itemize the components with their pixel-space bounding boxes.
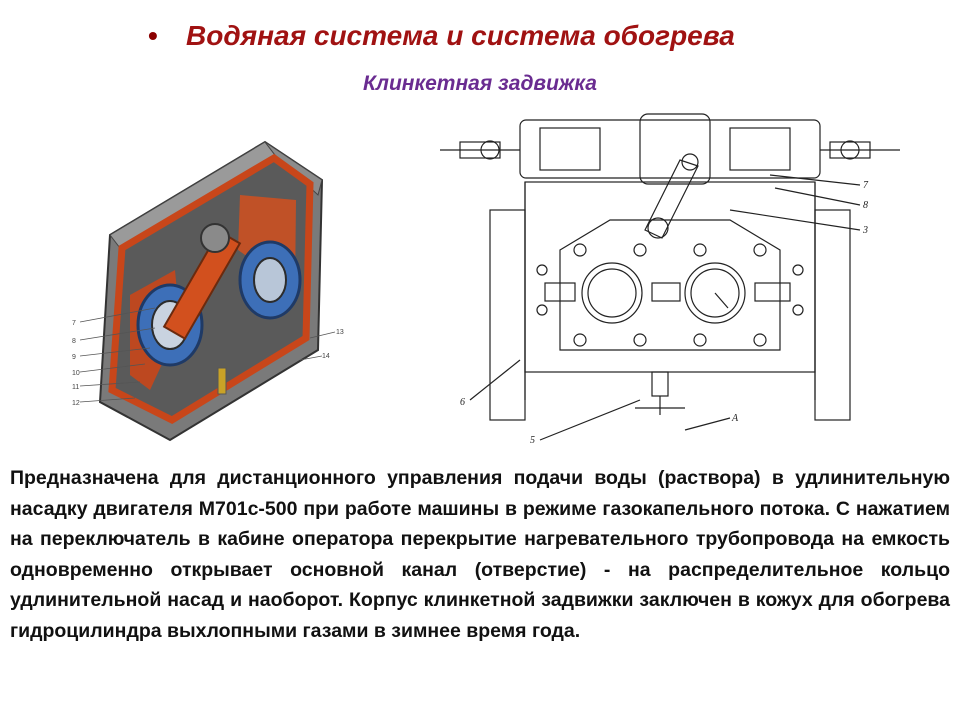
callout-8: 8 (72, 338, 76, 345)
valve-cutaway-figure (60, 120, 360, 445)
drawing-callout-5: 5 (530, 435, 535, 446)
callout-10: 10 (72, 370, 80, 377)
page-title: Водяная система и система обогрева (186, 20, 735, 51)
drawing-callout-a: А (732, 413, 739, 424)
callout-9: 9 (72, 354, 76, 361)
callout-13: 13 (336, 329, 344, 336)
drawing-callout-7: 7 (863, 180, 868, 191)
valve-technical-drawing (430, 100, 910, 455)
drawing-callout-3: 3 (863, 225, 868, 236)
callout-11: 11 (72, 384, 80, 391)
callout-12: 12 (72, 400, 80, 407)
title-bullet: • (148, 20, 158, 51)
valve-technical-figure (430, 100, 910, 455)
description-paragraph: Предназначена для дистанционного управления подачи воды (раствора) в удлинительную насадку двигателя М701с-500 при работе машины в режиме газокапельного потока. С нажатием на переключатель в кабине оператора перекрытие нагревательного трубопровода на емкость одновременно открывает основной канал (отверстие) - на распределительное кольцо удлинительной насад и наоборот. Корпус клинкетной задвижки заключен в кожух для обогрева гидроцилиндра выхлопными газами в зимнее время года. (10, 467, 950, 642)
drawing-callout-8: 8 (863, 200, 868, 211)
callout-14: 14 (322, 353, 330, 360)
title-row (0, 16, 960, 56)
drawing-callout-6: 6 (460, 397, 465, 408)
page-subtitle: Клинкетная задвижка (363, 72, 597, 95)
valve-cutaway-illustration (60, 120, 360, 445)
callout-7: 7 (72, 320, 76, 327)
